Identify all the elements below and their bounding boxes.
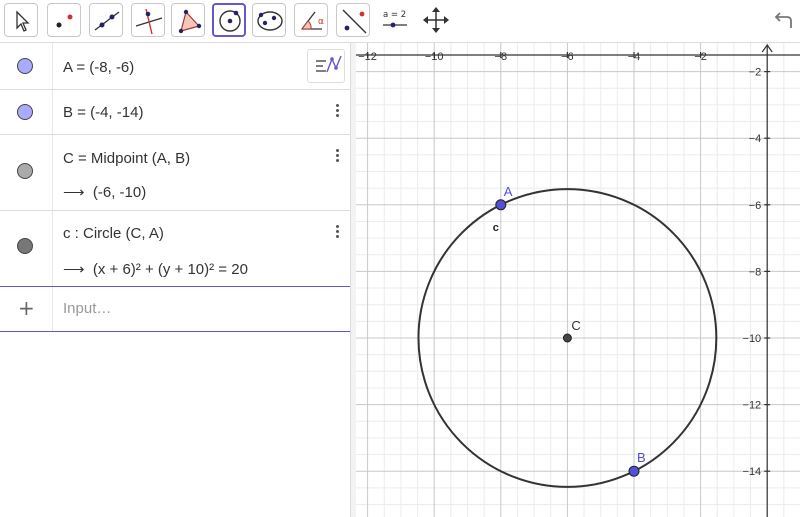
point-a[interactable] xyxy=(496,200,506,210)
polygon-tool[interactable] xyxy=(171,3,205,37)
undo-button[interactable] xyxy=(770,8,796,34)
algebra-item-a[interactable] xyxy=(0,43,350,90)
angle-icon xyxy=(295,4,329,38)
circle-center-point-tool[interactable] xyxy=(212,3,246,37)
x-tick-label: −2 xyxy=(694,51,707,63)
visibility-toggle[interactable] xyxy=(17,163,33,179)
y-tick-label: −2 xyxy=(748,66,762,79)
algebra-view xyxy=(0,43,350,517)
point-icon xyxy=(48,4,82,38)
graphics-view[interactable] xyxy=(356,43,800,517)
output-arrow-icon: ⟶ xyxy=(63,184,85,201)
slider-tool-label: a = 2 xyxy=(383,10,407,20)
algebra-output xyxy=(63,183,146,201)
circle-center-point-icon xyxy=(214,5,248,39)
x-tick-label: −4 xyxy=(627,51,641,63)
slider-icon xyxy=(378,3,412,37)
angle-tool[interactable] xyxy=(294,3,328,37)
y-tick-label: −6 xyxy=(748,199,762,212)
undo-icon xyxy=(770,8,796,34)
more-options-icon[interactable] xyxy=(336,147,342,164)
line-icon xyxy=(90,4,124,38)
y-tick-label: −12 xyxy=(742,399,762,412)
algebra-item-circle[interactable] xyxy=(0,211,350,286)
output-arrow-icon: ⟶ xyxy=(63,261,85,278)
ellipse-icon xyxy=(253,4,287,38)
more-options-icon[interactable] xyxy=(336,223,342,240)
algebra-item-c[interactable] xyxy=(0,135,350,211)
x-tick-label: −6 xyxy=(561,51,574,63)
point-label-b: B xyxy=(637,450,646,466)
x-tick-label: −8 xyxy=(494,51,508,63)
x-tick-label: −12 xyxy=(358,51,377,63)
point-c[interactable] xyxy=(563,334,571,342)
svg-text:α: α xyxy=(318,17,324,27)
algebra-item-b[interactable] xyxy=(0,90,350,135)
output-value: (-6, -10) xyxy=(92,184,147,201)
reflect-about-line-icon xyxy=(337,4,371,38)
more-options-icon[interactable] xyxy=(336,102,342,119)
line-tool[interactable] xyxy=(89,3,123,37)
slider-tool[interactable] xyxy=(378,3,412,37)
move-graphics-view-icon xyxy=(419,3,453,37)
algebra-definition[interactable]: A = (-8, -6) xyxy=(63,59,135,76)
y-tick-label: −8 xyxy=(748,266,762,279)
move-graphics-tool[interactable] xyxy=(419,3,453,37)
visibility-toggle[interactable] xyxy=(17,104,33,120)
plus-icon[interactable]: + xyxy=(18,296,35,320)
visibility-toggle[interactable] xyxy=(17,238,33,254)
algebra-input-row[interactable] xyxy=(0,286,350,332)
y-tick-label: −10 xyxy=(742,333,762,345)
ellipse-tool[interactable] xyxy=(252,3,286,37)
perpendicular-line-icon xyxy=(132,4,166,38)
point-label-a: A xyxy=(503,183,513,199)
algebra-input[interactable]: Input… xyxy=(63,300,112,317)
output-value: (x + 6)² + (y + 10)² = 20 xyxy=(92,261,248,278)
toolbar xyxy=(0,0,800,43)
perpendicular-tool[interactable] xyxy=(131,3,165,37)
algebra-definition[interactable]: C = Midpoint (A, B) xyxy=(63,150,191,167)
algebra-style-button[interactable] xyxy=(307,49,345,83)
algebra-description-icon xyxy=(308,50,346,84)
point-tool[interactable] xyxy=(47,3,81,37)
circle-label: c xyxy=(492,221,499,234)
algebra-definition[interactable]: B = (-4, -14) xyxy=(63,104,144,121)
algebra-definition[interactable]: c : Circle (C, A) xyxy=(63,225,164,242)
graphics-canvas[interactable] xyxy=(356,43,800,517)
algebra-output xyxy=(63,260,248,278)
pointer-icon xyxy=(5,4,39,38)
x-tick-label: −10 xyxy=(424,51,444,63)
y-tick-label: −14 xyxy=(742,466,762,479)
visibility-toggle[interactable] xyxy=(17,58,33,74)
point-label-c: C xyxy=(571,318,581,333)
move-tool[interactable] xyxy=(4,3,38,37)
y-tick-label: −4 xyxy=(748,133,762,146)
point-b[interactable] xyxy=(629,466,639,476)
polygon-icon xyxy=(172,4,206,38)
reflect-tool[interactable] xyxy=(336,3,370,37)
